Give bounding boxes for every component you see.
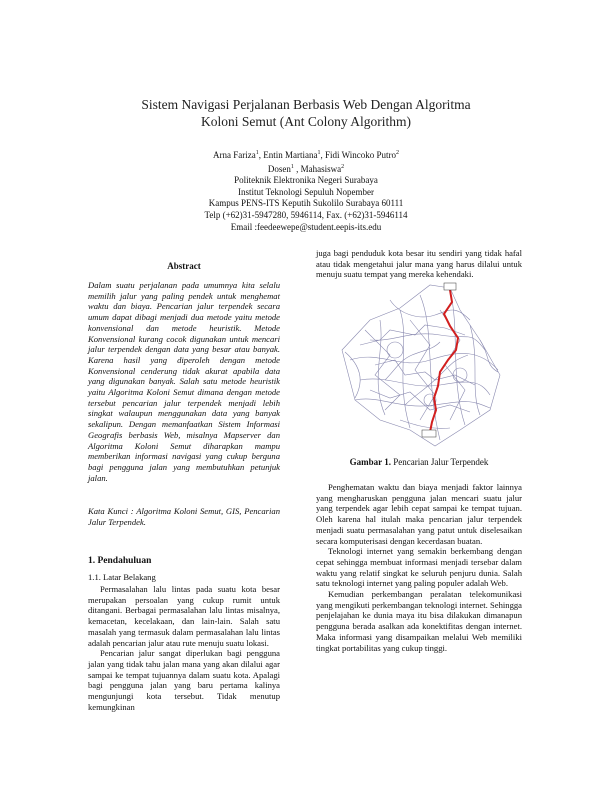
right-paragraph-1: Penghematan waktu dan biaya menjadi faktor lainnya yang mengharuskan pengguna jalan mencari suatu jalur yang terpendek agar lebih cepat sampai ke tempat tujuan. Oleh karena hal itulah maka pencarian jalur terpendek menjadi suatu permasalahan yang patut untuk diselesaikan secara komputerisasi dengan kecerdasan buatan. [316,482,522,546]
keywords: Kata Kunci : Algoritma Koloni Semut, GIS, Pencarian Jalur Terpendek. [88,506,280,527]
start-marker [444,283,456,290]
figure-caption-text: Pencarian Jalur Terpendek [390,457,489,467]
affiliation-2: Institut Teknologi Sepuluh Nopember [238,186,374,197]
figure-label: Gambar 1. [349,457,391,467]
abstract-heading: Abstract [167,261,201,271]
right-column-body [316,482,522,653]
end-marker [422,430,436,437]
author-names: Arna Fariza$^1$, Entin Martiana$^1$, Fidi Wincoko Putro$^2$ [213,150,399,160]
right-column-continuation: juga bagi penduduk kota besar itu sendiri yang tidak hafal atau tidak mengetahui jalur mana yang harus dilalui untuk menuju suatu tempat yang mereka kehendaki. [316,248,522,280]
intro-body [88,584,280,712]
title-line-1: Sistem Navigasi Perjalanan Berbasis Web Dengan Algoritma [141,97,471,112]
route-map-figure [340,280,504,448]
subsection-heading-1-1: 1.1. Latar Belakang [88,572,156,582]
figure-caption [316,457,522,467]
abstract-text: Dalam suatu perjalanan pada umumnya kita selalu memilih jalur yang paling pendek untuk menghemat waktu dan biaya. Pencarian jalur terpendek secara umum dapat dibagi menjadi dua metode yaitu metode konvensional dan metode heuristik. Metode Konvensional kurang cocok digunakan untuk mencari jalur terpendek dengan data yang besar atau banyak. Karena hasil yang diperoleh dengan metode Konvensional cenderung tidak akurat apabila data yang digunakan banyak. Salah satu metode heuristik yaitu Algoritma Koloni Semut dimana dengan metode tersebut pencarian jalur terpendek menjadi lebih singkat walaupun menggunakan data yang banyak sekalipun. Dengan memanfaatkan Sistem Informasi Geografis berbasis Web, misalnya Mapserver dan Algoritma Koloni Semut diharapkan mampu memberikan informasi navigasi yang cukup berguna bagi pengguna jalan yang membutuhkan petunjuk jalan. [88,280,280,483]
affiliation-5: Email :feedeewepe@student.eepis-its.edu [230,221,382,232]
affiliation-3: Kampus PENS-ITS Keputih Sukolilo Surabaya 60111 [208,198,404,209]
affiliation-4: Telp (+62)31-5947280, 5946114, Fax. (+62)31-5946114 [204,209,408,220]
paper-title [60,96,552,130]
affiliation-1: Politeknik Elektronika Negeri Surabaya [234,175,378,186]
intro-paragraph-2: Pencarian jalur sangat diperlukan bagi pengguna jalan yang tidak tahu jalan mana yang akan dilalui agar sampai ke tempat tujuannya dalam suatu kota. Apalagi bagi pengguna jalan yang baru pertama kalinya mengunjungi kota tersebut. Tidak menutup kemungkinan [88,648,280,712]
title-line-2: Koloni Semut (Ant Colony Algorithm) [200,114,411,129]
author-roles: Dosen$^1$ , Mahasiswa$^2$ [267,163,345,174]
road-network [342,285,500,446]
right-paragraph-3: Kemudian perkembangan peralatan telekomunikasi yang mengikuti perkembangan teknologi internet. Sehingga penjelajahan ke dunia maya itu bisa dilakukan dimanapun pengguna berada asalkan ada konektifitas dengan internet. Maka informasi yang disampaikan melalui Web memiliki tingkat portabilitas yang cukup tinggi. [316,589,522,653]
intro-paragraph-1: Permasalahan lalu lintas pada suatu kota besar merupakan persoalan yang cukup rumit untuk ditangani. Berbagai permasalahan lalu lintas misalnya, kemacetan, kecelakaan, dan lain-lain. Salah satu masalah yang termasuk dalam permasalahan lalu lintas adalah pencarian jalur atau rute menuju suatu lokasi. [88,584,280,648]
section-heading-1: 1. Pendahuluan [88,556,152,566]
author-block [80,148,532,233]
right-paragraph-2: Teknologi internet yang semakin berkembang dengan cepat sehingga membuat informasi menjadi tersebar dalam waktu yang relatif singkat ke seluruh penjuru dunia. Salah satu teknologi internet yang paling populer adalah Web. [316,546,522,589]
